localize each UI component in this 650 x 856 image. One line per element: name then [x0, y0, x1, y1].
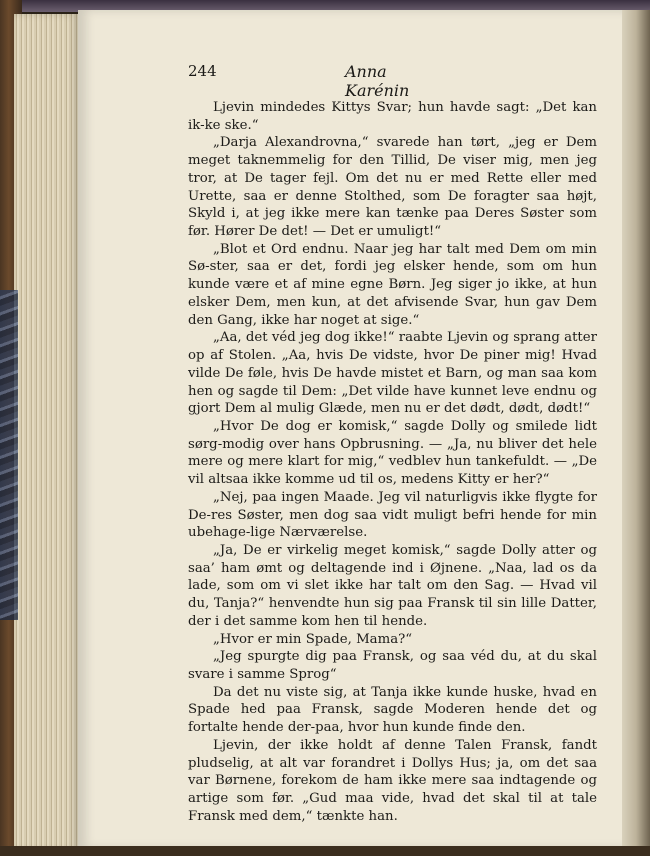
body-text — [188, 99, 597, 825]
paragraph: „Jeg spurgte dig paa Fransk, og saa véd du, at du skal svare i samme Sprog“ — [188, 649, 597, 682]
paragraph: Da det nu viste sig, at Tanja ikke kunde huske, hvad en Spade hed paa Fransk, sagde Moderen hende det og fortalte hende der-paa, hvor hun kunde finde den. — [188, 684, 597, 736]
page-number: 244 — [188, 62, 217, 80]
paragraph: „Aa, det véd jeg dog ikke!“ raabte Ljevin og sprang atter op af Stolen. „Aa, hvis De vidste, hvor De piner mig! Hvad vilde De føle, hvis De havde mistet et Barn, og man saa kom hen og sagde til Dem: „Det vilde have kunnet leve endnu og gjort Dem al mulig Glæde, men nu er det dødt, dødt, dødt!“ — [188, 330, 597, 417]
page-header — [188, 62, 445, 100]
running-title: Anna Karénin — [345, 62, 410, 100]
paragraph: „Hvor De dog er komisk,“ sagde Dolly og smilede lidt sørg-modig over hans Opbrusning. — „Ja, nu bliver det hele mere og mere klart for mig,“ vedblev hun tankefuldt. — „De vil altsaa ikke komme ud til os, medens Kitty er her?“ — [188, 418, 597, 488]
book-bottom-band — [0, 846, 650, 856]
right-page-edge — [622, 10, 650, 856]
paragraph: Ljevin, der ikke holdt af denne Talen Fransk, fandt pludselig, at alt var forandret i Dollys Hus; ja, om det saa var Børnene, forekom de ham ikke mere saa indtagende og artige som før. „Gud maa vide, hvad det skal til at tale Fransk med dem,“ tænkte han. — [188, 737, 597, 824]
marbled-endpaper — [0, 290, 18, 620]
page-stack-edges — [14, 14, 80, 850]
paragraph: „Nej, paa ingen Maade. Jeg vil naturligvis ikke flygte for De-res Søster, men dog saa vidt muligt befri hende for min ubehage-lige Nærværelse. — [188, 489, 597, 541]
paragraph: „Ja, De er virkelig meget komisk,“ sagde Dolly atter og saa’ ham ømt og deltagende ind i Øjnene. „Naa, lad os da lade, som om vi slet ikke har talt om den Sag. — Hvad vil du, Tanja?“ henvendte hun sig paa Fransk til sin lille Datter, der i det samme kom hen til hende. — [188, 542, 597, 629]
paragraph: „Blot et Ord endnu. Naar jeg har talt med Dem om min Sø-ster, saa er det, fordi jeg elsker hende, som om hun kunde være et af mine egne Børn. Jeg siger jo ikke, at hun elsker Dem, men kun, at det afvisende Svar, hun gav Dem den Gang, ikke har noget at sige.“ — [188, 241, 597, 328]
paragraph: „Darja Alexandrovna,“ svarede han tørt, „jeg er Dem meget taknemmelig for den Tillid, De viser mig, men jeg tror, at De tager fejl. Om det nu er med Rette eller med Urette, saa er denne Stolthed, som De foragter saa højt, Skyld i, at jeg ikke mere kan tænke paa Deres Søster som før. Hører De det! — Det er umuligt!“ — [188, 135, 597, 240]
paragraph: „Hvor er min Spade, Mama?“ — [213, 631, 413, 647]
paragraph: Ljevin mindedes Kittys Svar; hun havde sagt: „Det kan ik-ke ske.“ — [188, 100, 597, 133]
